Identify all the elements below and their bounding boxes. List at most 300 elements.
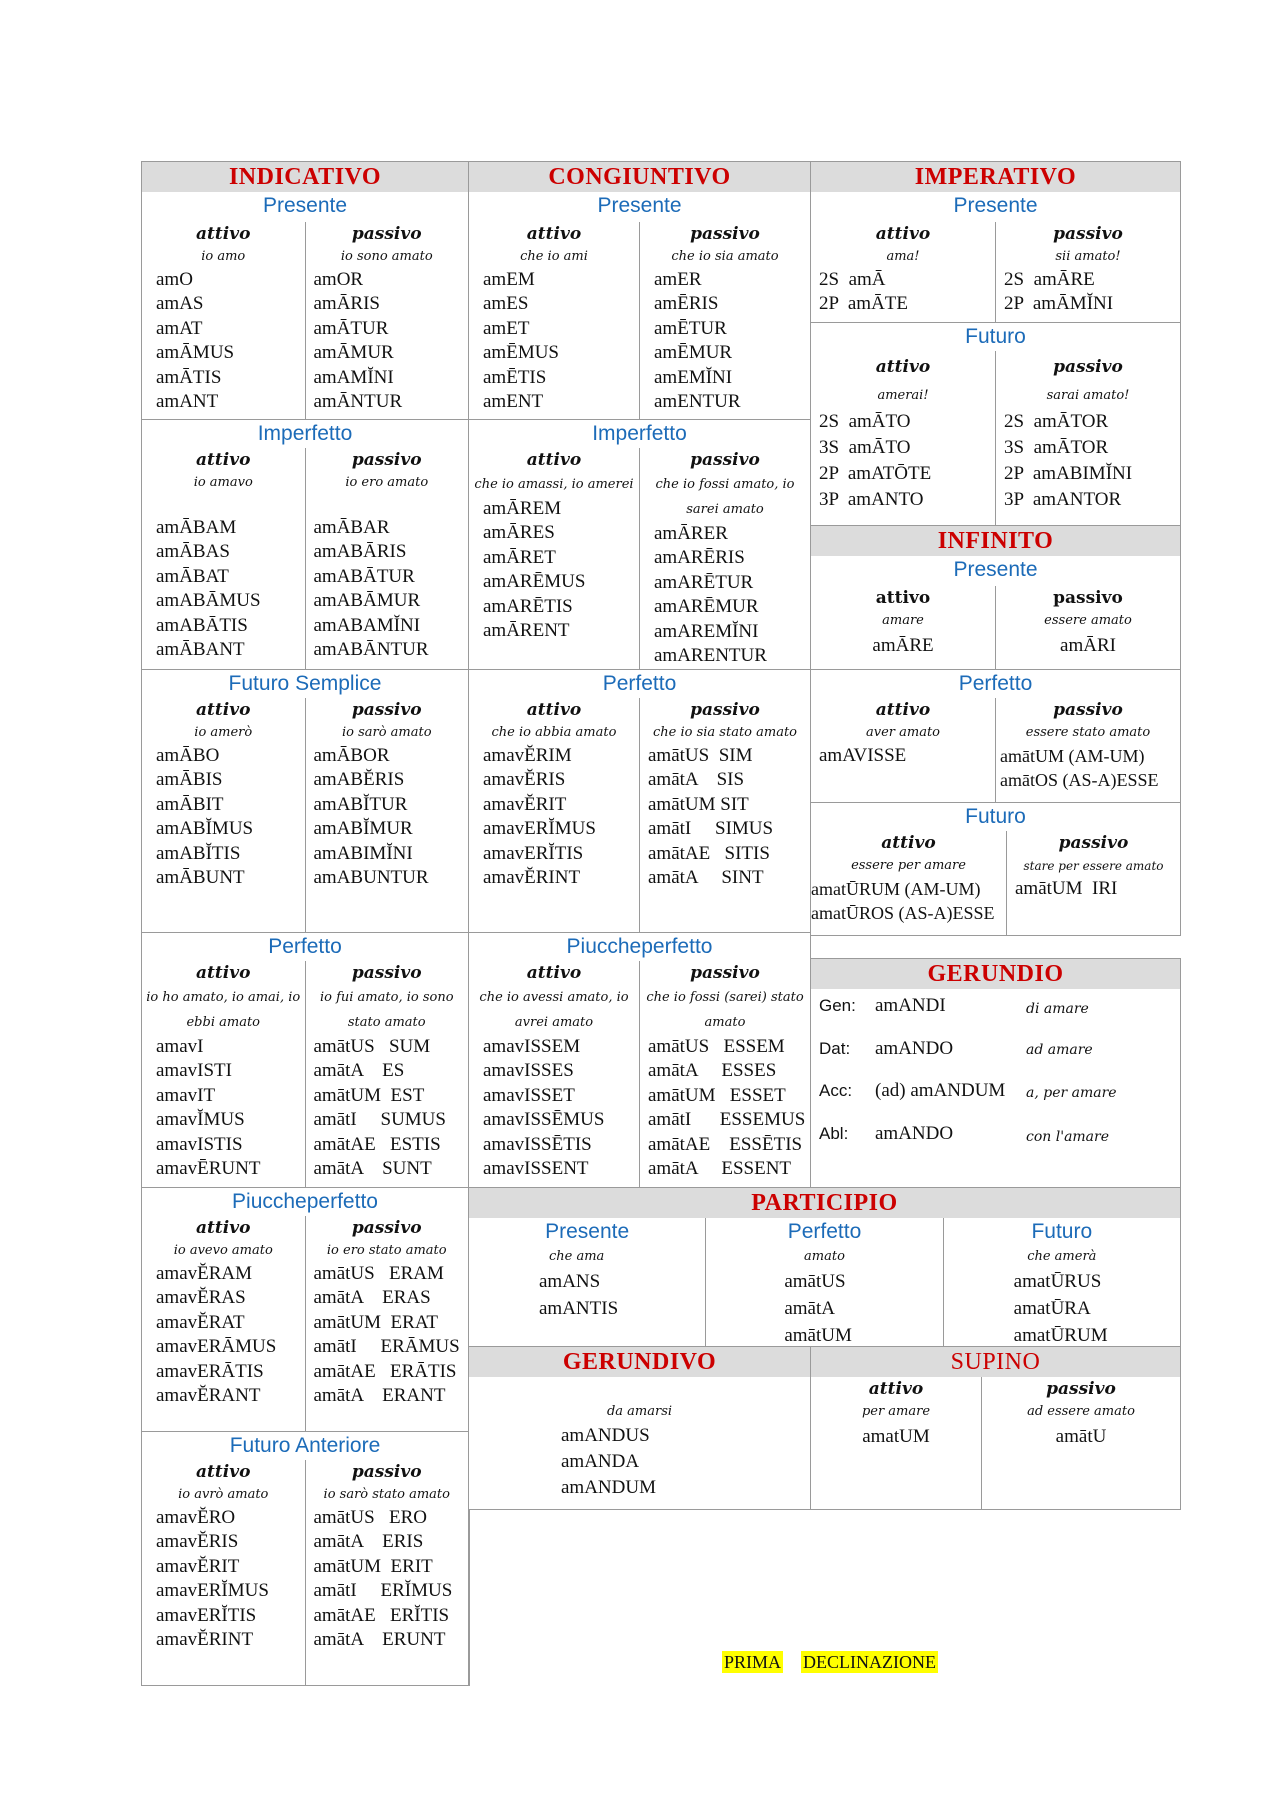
footer-word-declinazione: DECLINAZIONE <box>803 1652 936 1672</box>
form-line: amavĒRUNT <box>156 1158 261 1180</box>
active-forms <box>469 268 639 414</box>
active-label: attivo <box>196 1218 251 1238</box>
form-line: amAS <box>156 293 204 315</box>
active-forms <box>469 744 639 890</box>
form-line: amātAE ESSĒTIS <box>648 1133 803 1155</box>
supino-section <box>811 1347 1181 1510</box>
form-line: amAVISSE <box>819 745 907 766</box>
active-forms <box>469 497 639 643</box>
form-line: amavĔRIT <box>483 793 567 815</box>
form-line: amavĔRIS <box>156 1531 239 1553</box>
form-line: amavĔRAS <box>156 1287 246 1309</box>
form-line: amātUM <box>784 1325 852 1346</box>
form-line: amANDA <box>561 1451 640 1472</box>
form-line: amavĔRAM <box>156 1263 253 1284</box>
active-forms <box>142 1262 305 1408</box>
form-line: 2P amĀTE <box>819 293 909 315</box>
form-line: amātA ERIS <box>313 1531 424 1553</box>
passive-label: passivo <box>690 224 760 244</box>
form-line: 3S amĀTO <box>819 437 911 458</box>
column-divider <box>469 1510 470 1686</box>
translation: io fui amato, io sono stato amato <box>319 990 454 1030</box>
form-line: amātUM ESSET <box>648 1084 786 1106</box>
footer-label <box>722 1652 938 1673</box>
form-line: amātUM EST <box>313 1084 425 1106</box>
active-forms <box>811 409 995 513</box>
form-line: amavERĬMUS <box>156 1580 269 1602</box>
form-line: amĀBAR <box>313 517 390 538</box>
translation: che io fossi (sarei) stato amato <box>646 990 804 1030</box>
form-line: amABĀNTUR <box>313 639 429 661</box>
translation: che io amassi, io amerei <box>474 477 634 492</box>
active-label: attivo <box>196 1462 251 1482</box>
active-forms <box>811 877 1006 926</box>
form-line: amavISTIS <box>156 1133 243 1155</box>
form-line: 2P amATŌTE <box>819 463 932 484</box>
translation: io amo <box>201 249 246 264</box>
translation: che io fossi amato, io sarei amato <box>655 477 795 517</box>
form-line: amENT <box>483 391 544 413</box>
tense-title: Futuro Anteriore <box>229 1434 381 1457</box>
form-line: amABĀTUR <box>313 565 415 587</box>
translation: essere stato amato <box>1025 725 1151 740</box>
form-line: amātA SINT <box>648 867 764 889</box>
passive-forms <box>996 744 1180 793</box>
translation: per amare <box>861 1404 931 1419</box>
form-line: amĀBAM <box>156 517 237 538</box>
form-line: amĀRET <box>483 546 556 568</box>
participio-futuro-forms <box>944 1268 1180 1347</box>
form-line: amatŪRUS <box>1013 1271 1102 1292</box>
active-forms <box>142 744 305 890</box>
form-line: amavIT <box>156 1084 216 1106</box>
passive-label: passivo <box>1053 224 1123 244</box>
form-line: 2P amABIMĬNI <box>1004 463 1133 484</box>
form-line: amatŪRA <box>1013 1298 1091 1319</box>
form-line: amO <box>156 269 193 290</box>
passive-label: passivo <box>1058 833 1129 853</box>
gerundivo-title: GERUNDIVO <box>469 1347 810 1377</box>
form-line: amANS <box>539 1271 601 1292</box>
tense-title: Futuro <box>965 325 1026 348</box>
form-line: amātOS (AS-A)ESSE <box>1000 770 1159 791</box>
gerundio-form: amANDO <box>875 1038 954 1059</box>
active-label: attivo <box>196 450 251 470</box>
passive-label: passivo <box>351 224 422 244</box>
form-line: amARĒMUS <box>483 571 586 593</box>
form-line: amĒTUR <box>654 317 727 339</box>
form-line: amABIMĬNI <box>313 842 413 864</box>
translation: sarai amato! <box>1046 388 1130 403</box>
form-line: amātUM ERIT <box>313 1555 433 1577</box>
form-line: amABĀMUR <box>313 590 421 612</box>
form-line: amĀMUS <box>156 342 235 364</box>
form-line: amARĒTIS <box>483 595 573 617</box>
congiuntivo-perfetto <box>469 670 811 933</box>
form-line: amĒRIS <box>654 293 719 315</box>
form-line: 3P amANTOR <box>1004 489 1122 510</box>
form-line: amātUS ESSEM <box>648 1036 785 1057</box>
congiuntivo-piuccheperfetto <box>469 933 811 1188</box>
participio-title: PARTICIPIO <box>469 1188 1180 1218</box>
form-line: amavI <box>156 1036 204 1057</box>
form-line: amātUM IRI <box>1015 878 1118 899</box>
form-line: amET <box>483 317 530 339</box>
participio-section <box>469 1188 1181 1347</box>
passive-label: passivo <box>351 700 422 720</box>
active-label: attivo <box>875 700 931 720</box>
gerundio-title: GERUNDIO <box>811 959 1180 989</box>
form-line: amavERĬMUS <box>483 818 596 840</box>
form-line: amātA ES <box>313 1060 405 1082</box>
translation: io sono amato <box>340 249 433 264</box>
form-line: amavISSĒTIS <box>483 1133 592 1155</box>
passive-forms <box>306 1262 469 1408</box>
indicativo-futuro-semplice <box>142 670 469 933</box>
passive-label: passivo <box>351 450 422 470</box>
translation: io sarò amato <box>341 725 432 740</box>
form-line: amātUM ERAT <box>313 1311 439 1333</box>
passive-label: passivo <box>1053 700 1123 720</box>
translation: io ero stato amato <box>326 1243 447 1258</box>
form-line: amavERĀMUS <box>156 1336 277 1358</box>
passive-forms <box>640 744 810 890</box>
active-label: attivo <box>875 588 931 608</box>
form-line: amātAE ERĬTIS <box>313 1604 450 1626</box>
form-line: amĀBO <box>156 745 220 766</box>
gerundio-section <box>811 958 1181 1188</box>
form-line: amANT <box>156 391 219 413</box>
gerundio-gen-row <box>819 995 946 1017</box>
gerundio-acc-row <box>819 1080 1005 1102</box>
form-line: 2S amĀRE <box>1004 269 1095 290</box>
translation: che ama <box>549 1249 605 1264</box>
form-line: amātUM (AM-UM) <box>1000 746 1145 766</box>
form-line: amĀRIS <box>313 293 380 315</box>
passive-label: passivo <box>351 963 422 983</box>
congiuntivo-title: CONGIUNTIVO <box>469 162 810 192</box>
translation: amato <box>804 1249 845 1264</box>
active-form: amatUM <box>862 1426 930 1447</box>
form-line: amavERĬTIS <box>156 1604 257 1626</box>
form-line: 2S amĀTO <box>819 411 911 432</box>
indicativo-imperfetto <box>142 420 469 670</box>
form-line: amātA <box>784 1298 835 1319</box>
passive-forms <box>996 409 1180 513</box>
form-line: amOR <box>313 269 364 290</box>
form-line: amARĒMUR <box>654 596 759 618</box>
form-line: amavĔRIT <box>156 1555 240 1577</box>
form-line: amātAE SITIS <box>648 842 770 864</box>
form-line: amĒMUS <box>483 342 559 364</box>
form-line: amātUS <box>784 1271 846 1292</box>
indicativo-futuro-anteriore <box>142 1432 469 1686</box>
translation: che io sia stato amato <box>652 725 797 740</box>
form-line: amER <box>654 269 702 290</box>
form-line: amātI ESSEMUS <box>648 1109 806 1131</box>
form-line: amātI ERĀMUS <box>313 1336 460 1358</box>
form-line: amEMĬNI <box>654 366 733 388</box>
tense-title: Perfetto <box>268 935 342 958</box>
form-line: amavĔRAT <box>156 1311 245 1333</box>
tense-title: Imperfetto <box>592 422 687 445</box>
passive-forms <box>640 522 810 668</box>
passive-label: passivo <box>690 700 760 720</box>
tense-title: Piuccheperfetto <box>232 1190 378 1213</box>
imperativo-futuro <box>811 323 1181 526</box>
case-label: Abl: <box>819 1124 849 1143</box>
form-line: amĀBIT <box>156 793 224 815</box>
tense-title: Futuro Semplice <box>228 672 382 695</box>
gerundio-translation: con l'amare <box>1026 1129 1110 1145</box>
footer-word-prima: PRIMA <box>724 1652 782 1672</box>
form-line: 2P amĀMĬNI <box>1004 293 1114 315</box>
form-line: amatŪROS (AS-A)ESSE <box>811 903 995 924</box>
form-line: amātUS SIM <box>648 745 753 766</box>
form-line: amātA ERUNT <box>313 1629 446 1651</box>
gerundivo-forms <box>469 1423 810 1501</box>
form-line: amavĔRANT <box>156 1385 261 1407</box>
translation: che io abbia amato <box>491 725 617 740</box>
form-line: amĀBUNT <box>156 867 245 889</box>
form-line: amABĬMUS <box>156 818 254 840</box>
tense-title: Presente <box>953 194 1038 217</box>
form-line: amĒMUR <box>654 342 733 364</box>
form-line: amātUS SUM <box>313 1036 431 1057</box>
gerundio-translation: ad amare <box>1026 1042 1093 1058</box>
form-line: amĀRENT <box>483 620 570 642</box>
passive-forms <box>306 744 469 890</box>
active-forms <box>811 268 995 317</box>
form-line: amARĒTUR <box>654 571 754 593</box>
form-line: amatŪRUM <box>1013 1325 1108 1346</box>
tense-title: Perfetto <box>602 672 677 695</box>
form-line: amātI SUMUS <box>313 1109 446 1131</box>
active-label: attivo <box>875 357 931 377</box>
active-forms <box>142 516 305 662</box>
passive-label: passivo <box>1053 588 1123 608</box>
passive-forms <box>306 268 469 414</box>
form-line: 3P amANTO <box>819 489 924 510</box>
translation: amare <box>882 613 924 628</box>
translation: io avrò amato <box>178 1487 269 1502</box>
form-line: amABĀRIS <box>313 541 407 563</box>
passive-label: passivo <box>690 963 760 983</box>
translation: ama! <box>886 249 920 264</box>
form-line: amātA ESSES <box>648 1060 777 1082</box>
form-line: amātUS ERO <box>313 1507 427 1528</box>
passive-label: passivo <box>690 450 760 470</box>
active-forms <box>142 1506 305 1652</box>
form-line: amĀRER <box>654 523 728 544</box>
form-line: amavERĀTIS <box>156 1360 264 1382</box>
tense-title: Presente <box>262 194 348 217</box>
active-form: amĀRE <box>872 635 934 656</box>
form-line: amātA SUNT <box>313 1158 432 1180</box>
tense-title: Piuccheperfetto <box>566 935 713 958</box>
form-line: amABĀMUS <box>156 590 261 612</box>
passive-forms <box>1007 877 1180 901</box>
form-line: 2S amĀTOR <box>1004 411 1109 432</box>
form-line: amABĬMUR <box>313 818 413 840</box>
tense-title: Perfetto <box>958 672 1033 695</box>
passive-form: amātU <box>1055 1426 1107 1447</box>
active-label: attivo <box>196 700 251 720</box>
form-line: amABUNTUR <box>313 867 429 889</box>
participio-presente-forms <box>469 1268 705 1322</box>
form-line: amavISTI <box>156 1060 232 1082</box>
form-line: amAREMĬNI <box>654 620 759 642</box>
infinito-perfetto <box>811 670 1181 803</box>
indicativo-perfetto <box>142 933 469 1188</box>
form-line: amavĔRINT <box>156 1629 254 1651</box>
active-label: attivo <box>526 224 582 244</box>
passive-form: amĀRI <box>1060 635 1116 656</box>
form-line: amANTIS <box>539 1298 619 1319</box>
form-line: amavISSET <box>483 1084 575 1106</box>
translation: essere per amare <box>851 858 966 873</box>
translation: io ero amato <box>345 475 429 490</box>
translation: che io ami <box>520 249 588 264</box>
tense-title: Perfetto <box>787 1220 862 1243</box>
indicativo-presente <box>142 162 469 420</box>
gerundio-form: amANDO <box>875 1123 954 1144</box>
active-label: attivo <box>196 224 251 244</box>
form-line: amĀBANT <box>156 639 245 661</box>
form-line: amatŪRUM (AM-UM) <box>811 879 981 899</box>
form-line: amANDUM <box>561 1477 656 1498</box>
tense-title: Futuro <box>1031 1220 1093 1243</box>
gerundio-translation: a, per amare <box>1026 1085 1117 1101</box>
gerundio-dat-row <box>819 1038 953 1060</box>
active-forms <box>811 744 995 768</box>
imperativo-presente <box>811 162 1181 323</box>
gerundio-form: amANDI <box>875 995 946 1016</box>
tense-title: Futuro <box>965 805 1026 828</box>
form-line: amĒTIS <box>483 366 547 388</box>
supino-title: SUPINO <box>811 1347 1180 1377</box>
form-line: 3S amĀTOR <box>1004 437 1109 458</box>
congiuntivo-imperfetto <box>469 420 811 670</box>
form-line: amavERĬTIS <box>483 842 584 864</box>
congiuntivo-presente <box>469 162 811 420</box>
tense-title: Presente <box>545 1220 630 1243</box>
translation: aver amato <box>865 725 940 740</box>
conjugation-sheet <box>141 161 1181 1686</box>
form-line: amavĔRIS <box>483 769 566 791</box>
bottom-divider <box>142 1685 469 1686</box>
tense-title: Presente <box>597 194 682 217</box>
translation: amerai! <box>877 388 929 403</box>
translation: io avevo amato <box>173 1243 273 1258</box>
indicativo-column <box>142 162 469 1686</box>
form-line: amARENTUR <box>654 645 767 667</box>
passive-label: passivo <box>1053 357 1123 377</box>
gerundio-form: (ad) amANDUM <box>875 1080 1006 1101</box>
infinito-presente <box>811 526 1181 670</box>
form-line: amABĬTIS <box>156 842 241 864</box>
passive-forms <box>640 268 810 414</box>
form-line: amĀTIS <box>156 366 222 388</box>
form-line: amātA ERANT <box>313 1385 446 1407</box>
form-line: 2S amĀ <box>819 269 886 290</box>
active-label: attivo <box>196 963 251 983</box>
translation: stare per essere amato <box>1023 859 1164 873</box>
form-line: amātI SIMUS <box>648 818 774 840</box>
form-line: amANDUS <box>561 1425 650 1446</box>
form-line: amĀBAS <box>156 541 230 563</box>
gerundio-abl-row <box>819 1123 953 1145</box>
form-line: amavISSENT <box>483 1158 589 1180</box>
form-line: amātAE ERĀTIS <box>313 1360 457 1382</box>
form-line: amĀBIS <box>156 769 223 791</box>
translation: io amerò <box>194 725 253 740</box>
passive-label: passivo <box>1046 1379 1116 1399</box>
form-line: amātI ERĬMUS <box>313 1580 453 1602</box>
passive-forms <box>306 1035 469 1181</box>
gerundivo-section <box>469 1347 811 1510</box>
passive-label: passivo <box>351 1462 422 1482</box>
form-line: amĀBAT <box>156 565 229 587</box>
passive-forms <box>306 1506 469 1652</box>
active-forms <box>142 1035 305 1181</box>
form-line: amABĔRIS <box>313 769 405 791</box>
form-line: amātA ERAS <box>313 1287 431 1309</box>
form-line: amĀREM <box>483 498 562 519</box>
translation: che io sia amato <box>671 249 779 264</box>
translation: da amarsi <box>606 1404 673 1419</box>
infinito-title: INFINITO <box>811 526 1180 556</box>
tense-title: Imperfetto <box>257 422 353 445</box>
form-line: amavISSĒMUS <box>483 1109 605 1131</box>
form-line: amĀMUR <box>313 342 394 364</box>
imperativo-title: IMPERATIVO <box>811 162 1180 192</box>
form-line: amātAE ESTIS <box>313 1133 441 1155</box>
form-line: amABAMĬNI <box>313 614 421 636</box>
passive-label: passivo <box>351 1218 422 1238</box>
form-line: amABĬTUR <box>313 793 408 815</box>
form-line: amARĒRIS <box>654 547 745 569</box>
form-line: amES <box>483 293 529 315</box>
translation: io sarò stato amato <box>323 1487 450 1502</box>
gerundio-translation: di amare <box>1026 1001 1089 1017</box>
indicativo-title: INDICATIVO <box>142 162 468 192</box>
translation: che io avessi amato, io avrei amato <box>479 990 629 1030</box>
active-label: attivo <box>526 450 582 470</box>
form-line: amĀTUR <box>313 317 389 339</box>
participio-perfetto-forms <box>706 1268 942 1347</box>
passive-forms <box>996 268 1180 317</box>
form-line: amātUM SIT <box>648 793 749 815</box>
translation: sii amato! <box>1055 249 1121 264</box>
active-label: attivo <box>526 963 582 983</box>
form-line: amAT <box>156 317 203 339</box>
translation: che amerà <box>1027 1249 1097 1264</box>
case-label: Dat: <box>819 1039 851 1058</box>
passive-forms <box>640 1035 810 1181</box>
active-label: attivo <box>526 700 582 720</box>
form-line: amENTUR <box>654 391 741 413</box>
form-line: amEM <box>483 269 535 290</box>
form-line: amātA SIS <box>648 769 745 791</box>
active-forms <box>469 1035 639 1181</box>
form-line: amavISSEM <box>483 1036 581 1057</box>
form-line: amavISSES <box>483 1060 574 1082</box>
active-label: attivo <box>881 833 936 853</box>
form-line: amavĬMUS <box>156 1109 245 1131</box>
form-line: amABĀTIS <box>156 614 248 636</box>
form-line: amĀBOR <box>313 745 390 766</box>
